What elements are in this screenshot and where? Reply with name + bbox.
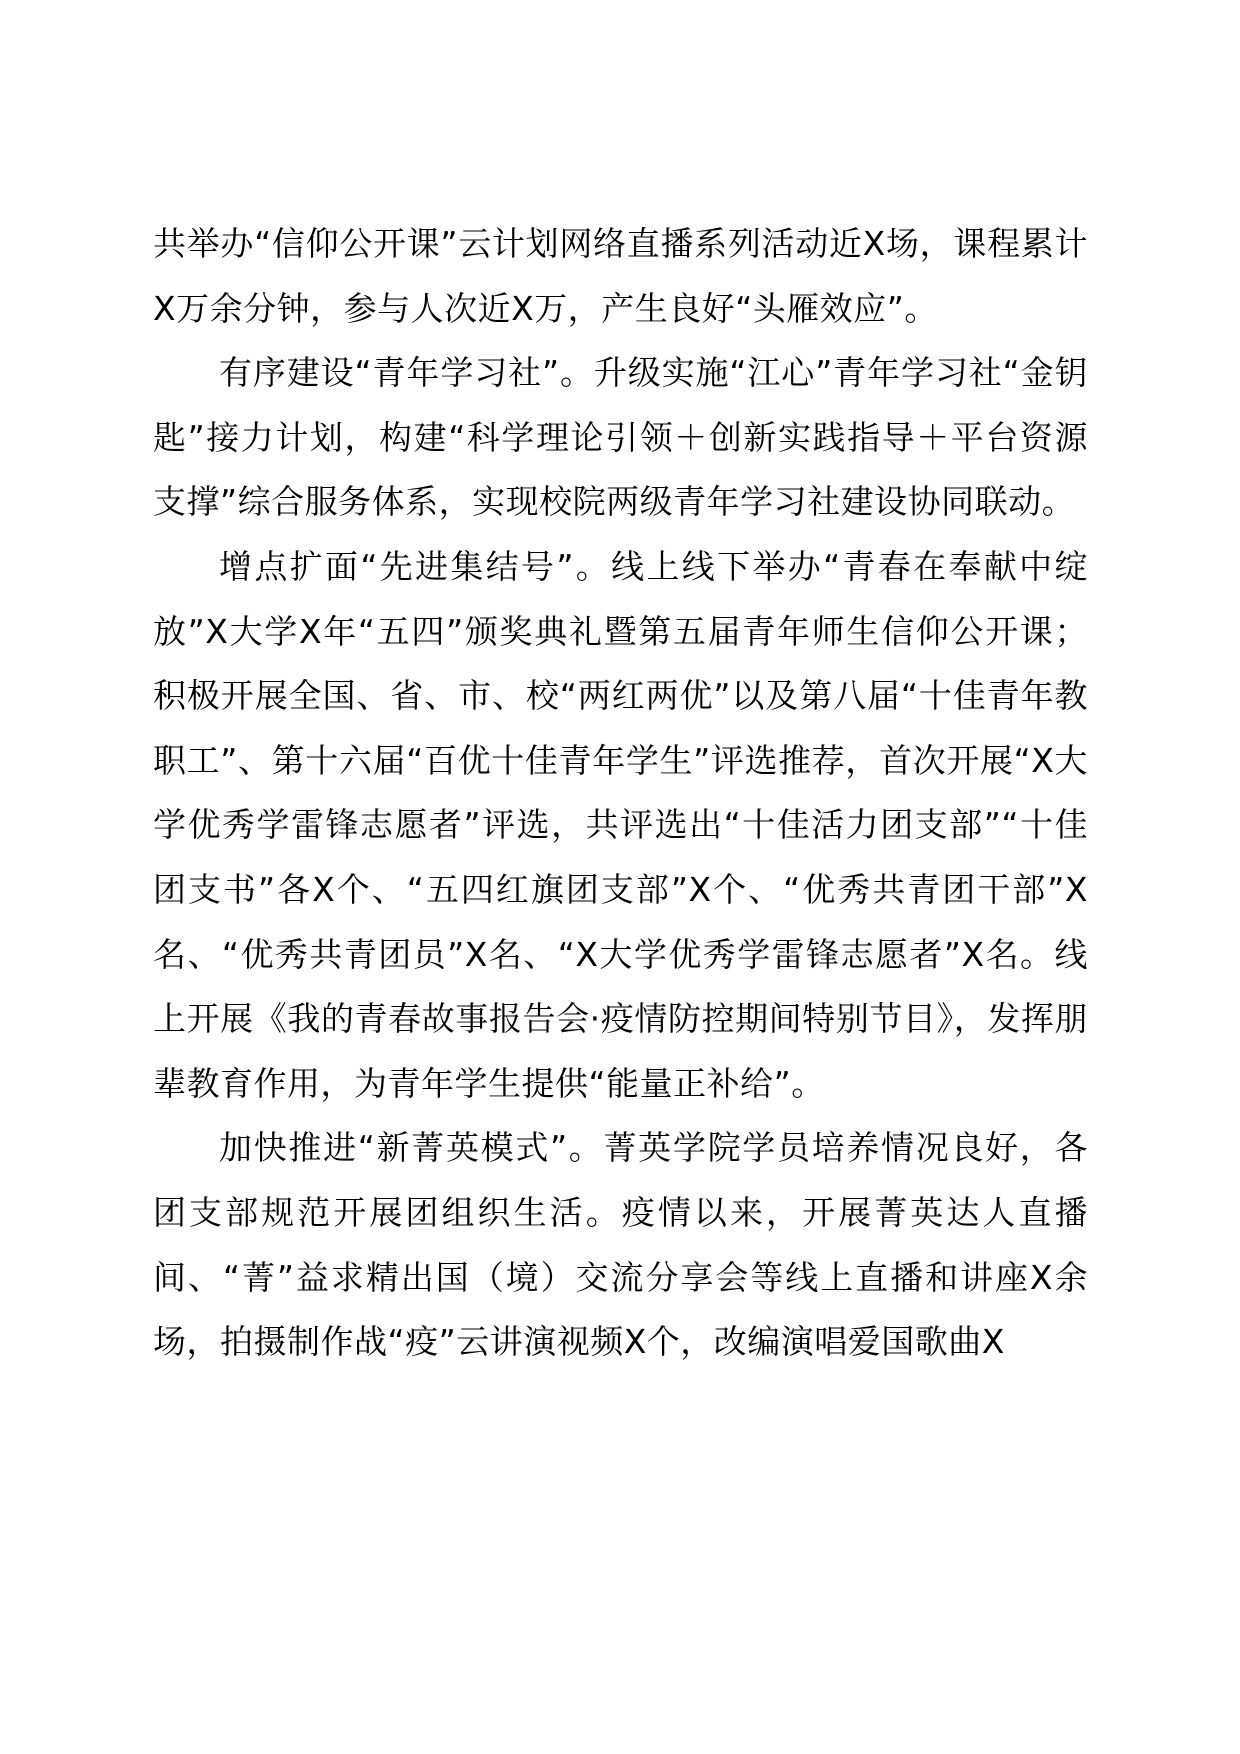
paragraph-youth-study-club: 有序建设“青年学习社”。升级实施“江心”青年学习社“金钥匙”接力计划，构建“科学理论引领＋创新实践指导＋平台资源支撑”综合服务体系，实现校院两级青年学习社建设协同联动。 bbox=[153, 353, 1088, 522]
paragraph-advanced-assembly: 增点扩面“先进集结号”。线上线下举办“青春在奉献中绽放”X大学X年“五四”颁奖典礼暨第五届青年师生信仰公开课；积极开展全国、省、市、校“两红两优”以及第八届“十佳青年教职工”、第十六届“百优十佳青年学生”评选推荐，首次开展“X大学优秀学雷锋志愿者”评选，共评选出“十佳活力团支部”“十佳团支书”各X个、“五四红旗团支部”X个、“优秀共青团干部”X名、“优秀共青团员”X名、“X大学优秀学雷锋志愿者”X名。线上开展《我的青春故事报告会·疫情防控期间特别节目》，发挥朋辈教育作用，为青年学生提供“能量正补给”。 bbox=[153, 546, 1088, 1103]
paragraph-elite-model: 加快推进“新菁英模式”。菁英学院学员培养情况良好，各团支部规范开展团组织生活。疫情以来，开展菁英达人直播间、“菁”益求精出国（境）交流分享会等线上直播和讲座X余场，拍摄制作战“疫”云讲演视频X个，改编演唱爱国歌曲X bbox=[153, 1128, 1088, 1362]
document-body bbox=[153, 212, 1088, 1375]
paragraph-continued: 共举办“信仰公开课”云计划网络直播系列活动近X场，课程累计X万余分钟，参与人次近X万，产生良好“头雁效应”。 bbox=[153, 224, 1088, 328]
